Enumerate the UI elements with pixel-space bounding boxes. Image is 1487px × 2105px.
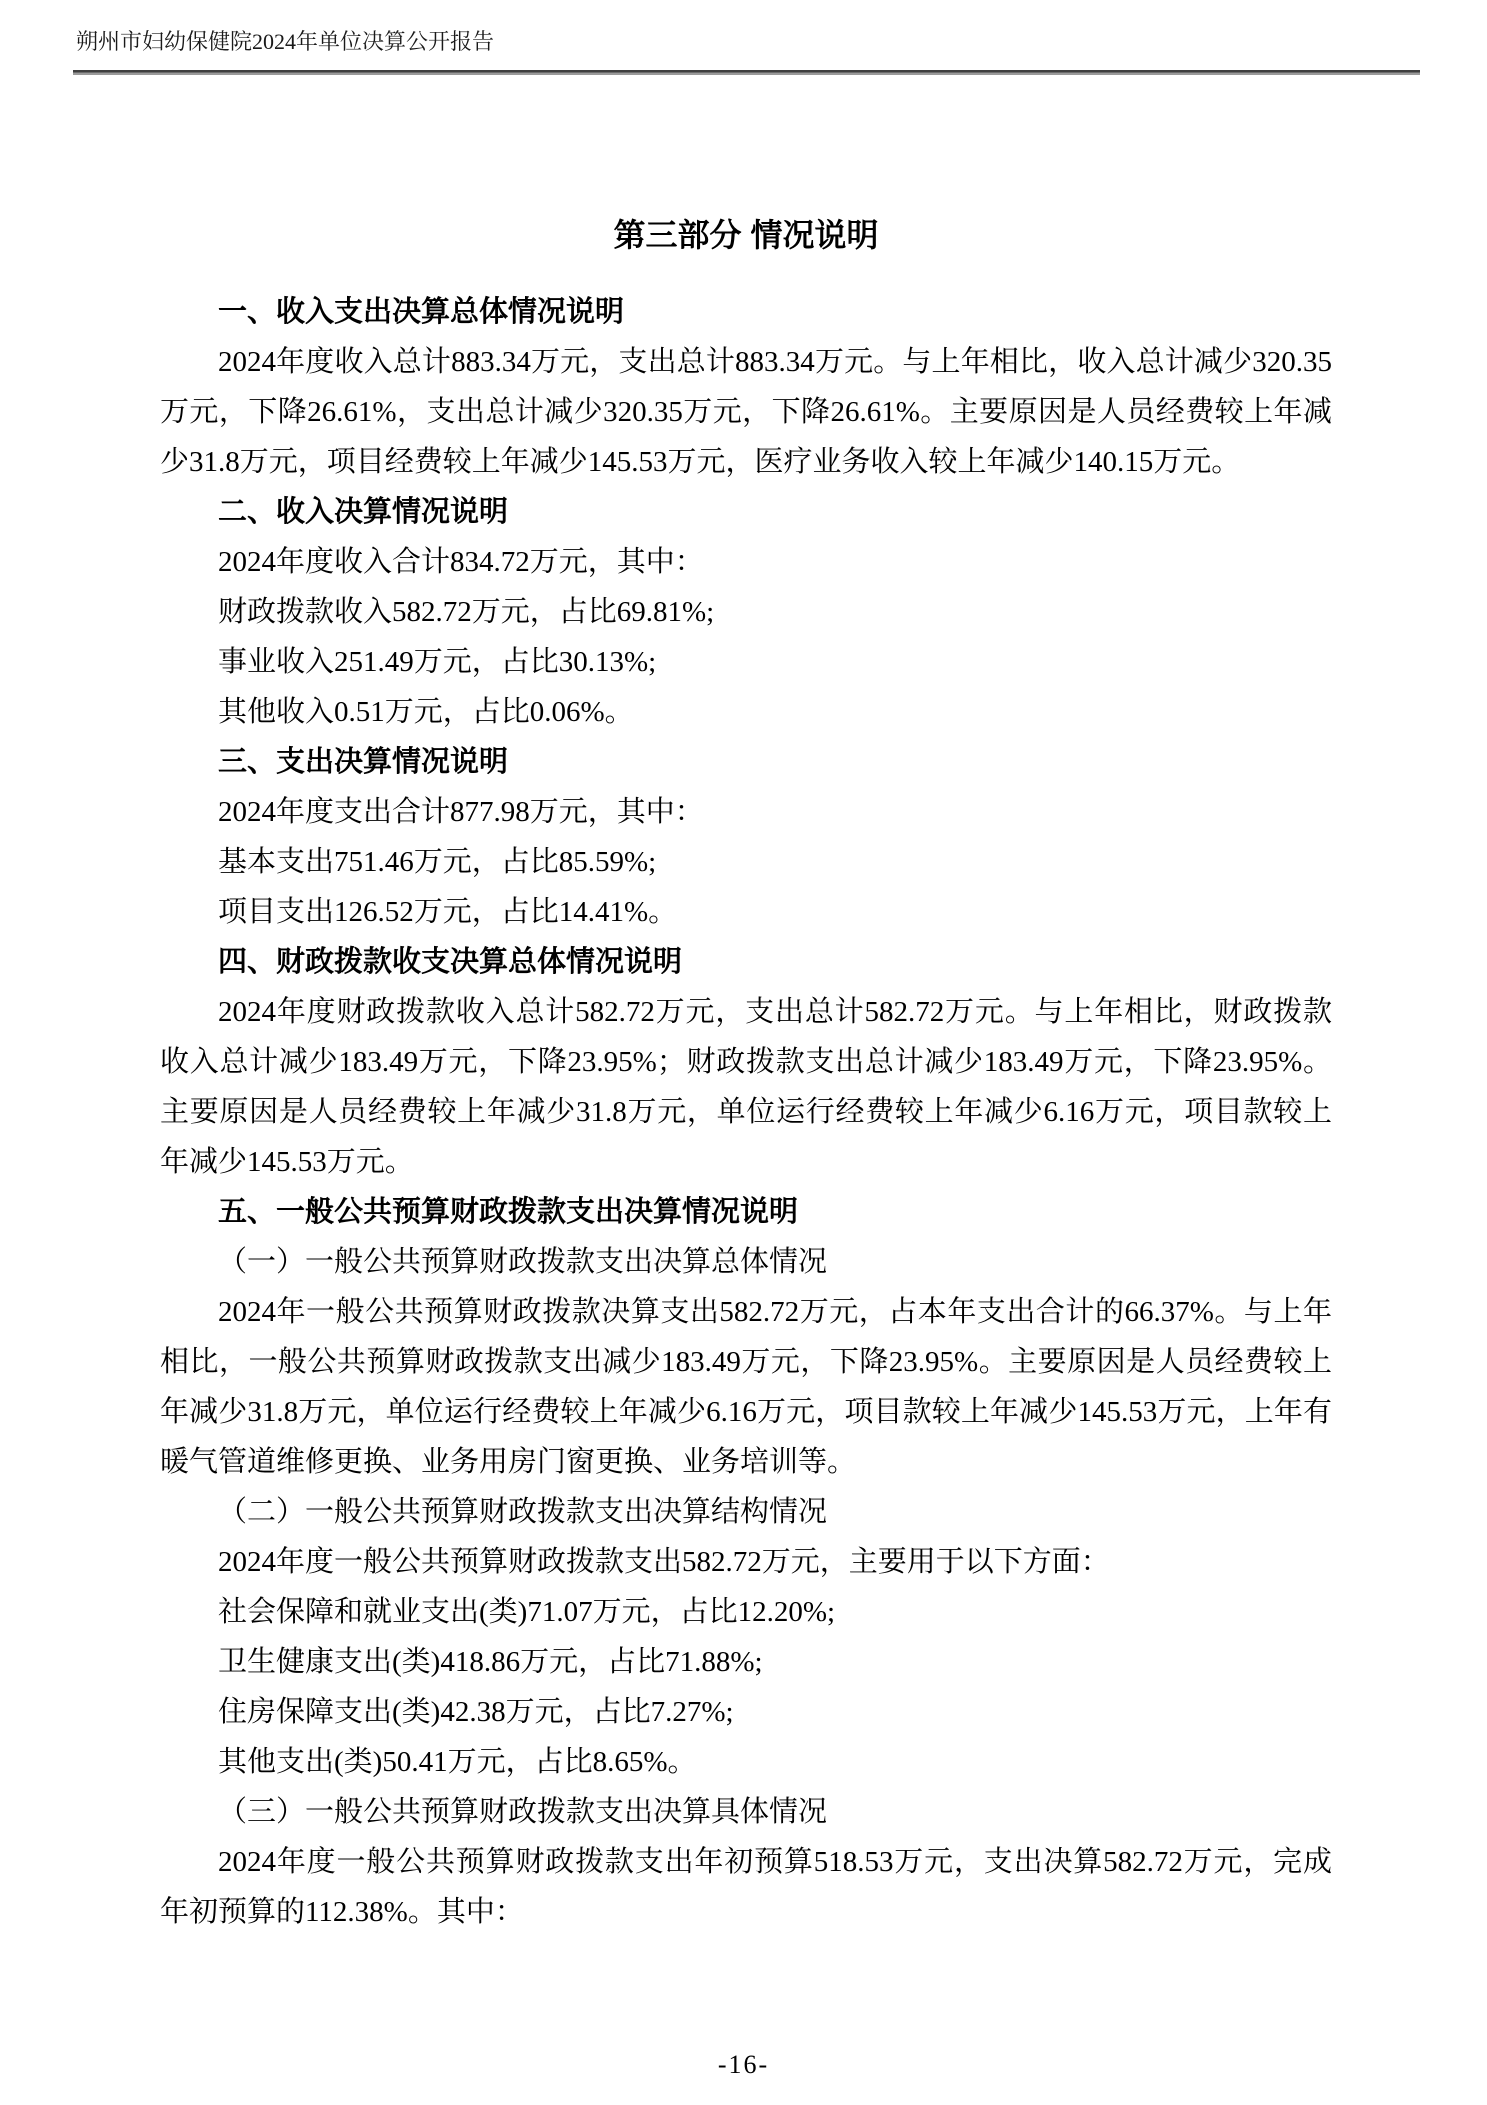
list-line: 社会保障和就业支出(类)71.07万元，占比12.20%;	[218, 1596, 836, 1628]
list-line: 卫生健康支出(类)418.86万元，占比71.88%;	[218, 1646, 763, 1678]
paragraph: 2024年度一般公共预算财政拨款支出年初预算518.53万元，支出决算582.72万元，完成年初预算的112.38%。其中：	[160, 1846, 1332, 1928]
section-4-heading: 四、财政拨款收支决算总体情况说明	[218, 946, 683, 978]
section-2-heading: 二、收入决算情况说明	[218, 496, 509, 528]
subsection-heading: （三）一般公共预算财政拨款支出决算具体情况	[218, 1796, 828, 1828]
section-3-heading: 三、支出决算情况说明	[218, 746, 509, 778]
paragraph: 2024年一般公共预算财政拨款决算支出582.72万元，占本年支出合计的66.37%。与上年相比，一般公共预算财政拨款支出减少183.49万元，下降23.95%。主要原因是人员经费较上年减少31.8万元，单位运行经费较上年减少6.16万元，项目款较上年减少145.53万元，上年有暖气管道维修更换、业务用房门窗更换、业务培训等。	[160, 1296, 1332, 1478]
section-1-heading: 一、收入支出决算总体情况说明	[218, 296, 625, 328]
paragraph: 2024年度收入合计834.72万元，其中：	[218, 546, 704, 578]
list-line: 住房保障支出(类)42.38万元，占比7.27%;	[218, 1696, 734, 1728]
document-title: 第三部分 情况说明	[613, 217, 879, 253]
subsection-heading: （一）一般公共预算财政拨款支出决算总体情况	[218, 1246, 828, 1278]
list-line: 财政拨款收入582.72万元，占比69.81%;	[218, 596, 715, 628]
document-body	[160, 210, 1332, 1937]
list-line: 事业收入251.49万元，占比30.13%;	[218, 646, 657, 678]
list-line: 基本支出751.46万元，占比85.59%;	[218, 846, 657, 878]
header-rule-divider	[73, 70, 1420, 75]
section-5-heading: 五、一般公共预算财政拨款支出决算情况说明	[218, 1196, 799, 1228]
list-line: 其他收入0.51万元，占比0.06%。	[218, 696, 634, 728]
paragraph: 2024年度财政拨款收入总计582.72万元，支出总计582.72万元。与上年相比，财政拨款收入总计减少183.49万元，下降23.95%；财政拨款支出总计减少183.49万元，下降23.95%。主要原因是人员经费较上年减少31.8万元，单位运行经费较上年减少6.16万元，项目款较上年减少145.53万元。	[160, 996, 1332, 1178]
paragraph: 2024年度支出合计877.98万元，其中：	[218, 796, 704, 828]
page-number: -16-	[717, 2050, 770, 2079]
page-header-title: 朔州市妇幼保健院2024年单位决算公开报告	[76, 29, 495, 54]
list-line: 项目支出126.52万元，占比14.41%。	[218, 896, 678, 928]
paragraph: 2024年度一般公共预算财政拨款支出582.72万元，主要用于以下方面：	[218, 1546, 1110, 1578]
subsection-heading: （二）一般公共预算财政拨款支出决算结构情况	[218, 1496, 828, 1528]
list-line: 其他支出(类)50.41万元，占比8.65%。	[218, 1746, 697, 1778]
paragraph: 2024年度收入总计883.34万元，支出总计883.34万元。与上年相比，收入总计减少320.35万元，下降26.61%，支出总计减少320.35万元，下降26.61%。主要原因是人员经费较上年减少31.8万元，项目经费较上年减少145.53万元，医疗业务收入较上年减少140.15万元。	[160, 346, 1332, 478]
